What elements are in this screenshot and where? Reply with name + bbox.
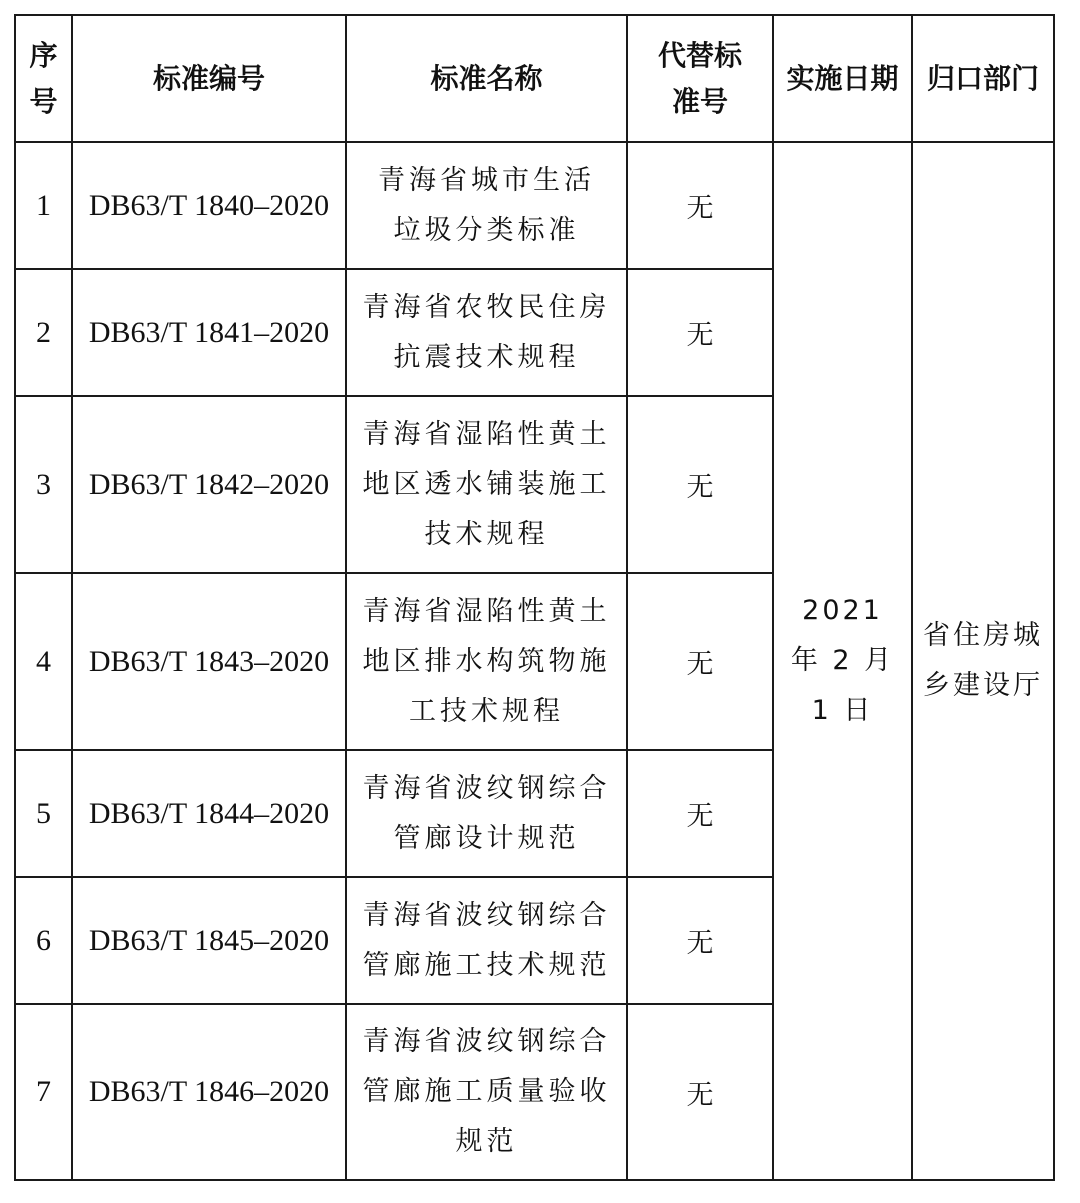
row-replace: 无	[627, 1004, 773, 1180]
row-seq: 3	[15, 396, 72, 573]
row-seq: 7	[15, 1004, 72, 1180]
row-seq: 6	[15, 877, 72, 1004]
row-name: 青海省波纹钢综合管廊施工技术规范	[346, 877, 627, 1004]
row-name: 青海省波纹钢综合管廊施工质量验收规范	[346, 1004, 627, 1180]
row-seq: 2	[15, 269, 72, 396]
row-replace: 无	[627, 573, 773, 750]
row-code: DB63/T 1846–2020	[72, 1004, 346, 1180]
row-code: DB63/T 1842–2020	[72, 396, 346, 573]
standards-table	[14, 14, 1055, 1181]
row-name: 青海省城市生活垃圾分类标准	[346, 142, 627, 269]
row-code: DB63/T 1840–2020	[72, 142, 346, 269]
row-replace: 无	[627, 396, 773, 573]
header-code: 标准编号	[72, 15, 346, 142]
row-seq: 5	[15, 750, 72, 877]
department: 省住房城乡建设厅	[912, 142, 1054, 1180]
table-row	[15, 142, 1054, 269]
row-replace: 无	[627, 750, 773, 877]
header-replace: 代替标准号	[627, 15, 773, 142]
row-name: 青海省湿陷性黄土地区透水铺装施工技术规程	[346, 396, 627, 573]
row-name: 青海省湿陷性黄土地区排水构筑物施工技术规程	[346, 573, 627, 750]
row-replace: 无	[627, 877, 773, 1004]
row-code: DB63/T 1844–2020	[72, 750, 346, 877]
header-row	[15, 15, 1054, 142]
header-seq: 序号	[15, 15, 72, 142]
row-name: 青海省波纹钢综合管廊设计规范	[346, 750, 627, 877]
header-name: 标准名称	[346, 15, 627, 142]
row-seq: 4	[15, 573, 72, 750]
row-name: 青海省农牧民住房抗震技术规程	[346, 269, 627, 396]
row-code: DB63/T 1843–2020	[72, 573, 346, 750]
row-code: DB63/T 1841–2020	[72, 269, 346, 396]
row-code: DB63/T 1845–2020	[72, 877, 346, 1004]
implementation-date: 2021 年 2 月 1 日	[773, 142, 912, 1180]
row-replace: 无	[627, 269, 773, 396]
row-replace: 无	[627, 142, 773, 269]
header-date: 实施日期	[773, 15, 912, 142]
row-seq: 1	[15, 142, 72, 269]
header-dept: 归口部门	[912, 15, 1054, 142]
